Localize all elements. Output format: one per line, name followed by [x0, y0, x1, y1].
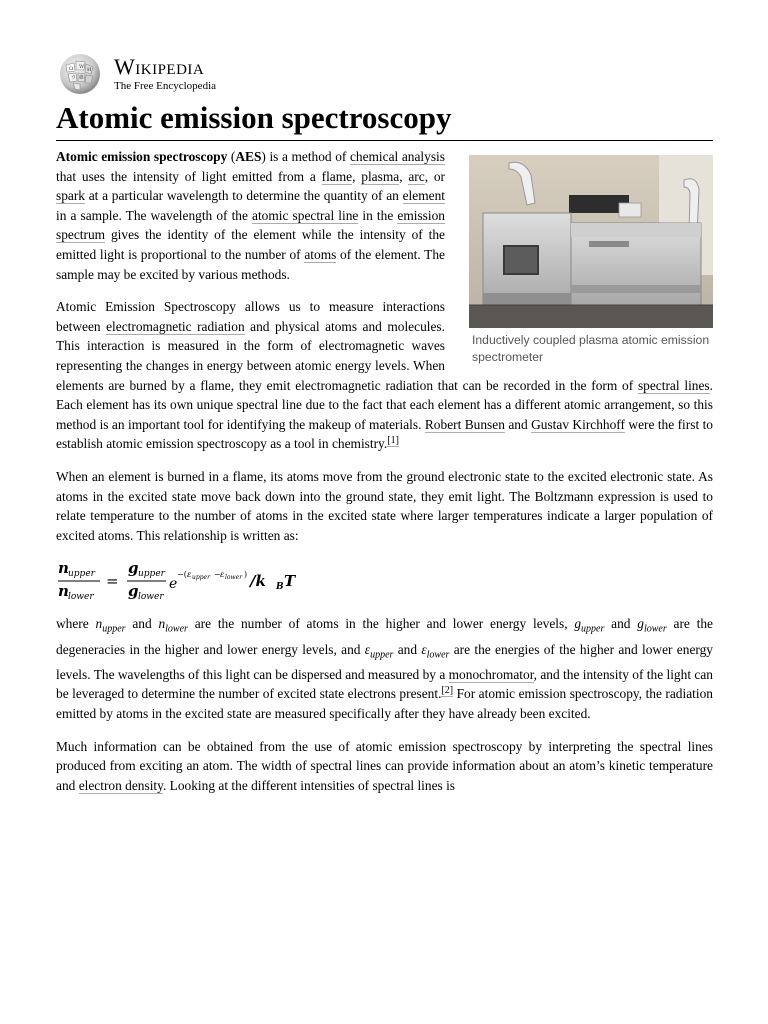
article-body: [56, 147, 713, 795]
svg-text:): ): [244, 570, 248, 580]
spectrometer-photo[interactable]: [469, 155, 713, 328]
text: and: [393, 641, 422, 657]
formula-g-lower-var: g: [128, 582, 139, 601]
formula-e: e: [169, 576, 178, 593]
text: are the degeneracies in the higher and lower energy levels, and: [56, 616, 714, 657]
text: Much information can be obtained from the use of atomic emission spectroscopy by interpreting the spectral lines produced from exciting an atom. The width of spectral lines can provide information about an atom’s kinetic temperature and: [56, 738, 713, 793]
citation-1[interactable]: [1]: [387, 434, 399, 446]
link-emission-spectrum[interactable]: emission spectrum: [56, 207, 445, 243]
page-title: Atomic emission spectroscopy: [56, 98, 713, 141]
text: and: [504, 416, 532, 432]
formula-upper-sub: upper: [68, 569, 95, 580]
paragraph-4: [56, 614, 713, 723]
formula-eps-lower: ε: [220, 570, 225, 580]
bold-abbr: AES: [235, 149, 262, 164]
formula-g-lower-sub: lower: [138, 592, 164, 603]
formula-g-upper-var: g: [128, 559, 139, 578]
bold-term: Atomic emission spectroscopy: [56, 149, 228, 164]
formula-n-lower-var: n: [58, 582, 69, 601]
formula-graphic: [56, 558, 316, 602]
formula-g-upper-sub: upper: [138, 569, 165, 580]
text: where: [56, 616, 96, 632]
paragraph-3: When an element is burned in a flame, its atoms move from the ground electronic state to the excited electronic state. As atoms in the excited state move back down into the ground state, they emit light. The Boltzmann expression is used to relate temperature to the number of atoms in the excited state where larger temperatures indicate a larger population of excited atoms. This relationship is written as:: [56, 468, 713, 543]
text: , or: [424, 168, 445, 184]
text: are the energies of the higher and lower energy levels. The wavelengths of this light can be dispersed and measured by a: [56, 641, 713, 682]
formula-eps-upper-sub: upper: [192, 574, 210, 582]
text: and: [125, 616, 159, 632]
sub-upper: upper: [581, 623, 605, 635]
sub-lower: lower: [643, 623, 667, 635]
svg-text:−: −: [214, 570, 221, 580]
article-page: [56, 50, 713, 808]
text: that uses the intensity of light emitted from a: [56, 168, 322, 184]
text: ,: [352, 168, 362, 184]
site-header: [56, 50, 713, 98]
formula-T: T: [284, 572, 296, 591]
var-n: n: [158, 616, 166, 632]
sub-upper: upper: [370, 649, 394, 661]
link-robert-bunsen[interactable]: Robert Bunsen: [424, 416, 505, 432]
text: . Each element has its own unique spectral line due to the fact that each element has a different atomic arrangement, so this method is an important tool for identifying the makeup of materials.: [56, 377, 713, 432]
text: are the number of atoms in the higher and lower energy levels,: [187, 616, 575, 632]
sub-lower: lower: [165, 623, 188, 635]
link-electron-density[interactable]: electron density: [78, 777, 163, 793]
formula-equals: =: [106, 572, 119, 591]
site-name[interactable]: Wikipedia: [114, 54, 205, 79]
text: were the first to establish atomic emission spectroscopy as a tool in chemistry.: [56, 416, 713, 452]
formula-eps-upper: ε: [187, 570, 192, 580]
citation-2[interactable]: [2]: [441, 684, 454, 696]
link-monochromator[interactable]: monochromator: [448, 666, 534, 682]
link-chemical-analysis[interactable]: chemical analysis: [349, 149, 445, 164]
site-tagline: The Free Encyclopedia: [114, 80, 217, 92]
svg-text:−(: −(: [177, 570, 187, 580]
svg-text:W: W: [79, 64, 85, 70]
text: and: [604, 616, 638, 632]
text: ) is a method of: [261, 149, 350, 164]
link-atoms[interactable]: atoms: [304, 246, 337, 262]
link-atomic-spectral-line[interactable]: atomic spectral line: [252, 207, 359, 223]
svg-text:Ω: Ω: [69, 66, 74, 72]
svg-text:ウ: ウ: [71, 75, 77, 81]
text: of the element. The sample may be excited by various methods.: [56, 246, 445, 282]
text: . Looking at the different intensities of spectral lines is: [162, 777, 456, 793]
var-g: g: [574, 616, 582, 632]
svg-text:И: И: [87, 67, 92, 73]
text: in the: [358, 207, 398, 223]
paragraph-5: [56, 737, 713, 796]
infobox-figure: [469, 155, 713, 366]
text: (: [227, 149, 236, 164]
var-n: n: [95, 616, 103, 632]
text: at a particular wavelength to determine the quantity of an: [85, 188, 403, 204]
svg-text:維: 維: [79, 75, 85, 81]
var-g: g: [637, 616, 644, 632]
link-plasma[interactable]: plasma: [361, 168, 400, 184]
text: , and the intensity of the light can be leveraged to determine the number of excited state electrons present.: [56, 666, 713, 702]
sub-upper: upper: [102, 623, 126, 635]
formula-n-upper-var: n: [58, 559, 69, 578]
boltzmann-formula: [56, 558, 713, 602]
formula-tail: /k: [250, 572, 266, 591]
figure-caption: Inductively coupled plasma atomic emission spectrometer: [472, 333, 710, 364]
text: ,: [399, 168, 409, 184]
link-element[interactable]: element: [402, 188, 445, 204]
var-epsilon: ε: [364, 641, 371, 657]
link-spark[interactable]: spark: [56, 188, 86, 204]
text: in a sample. The wavelength of the: [56, 207, 253, 223]
formula-kb-sub: B: [276, 582, 284, 593]
formula-eps-lower-sub: lower: [225, 574, 243, 582]
var-epsilon: ε: [421, 641, 427, 657]
link-arc[interactable]: arc: [408, 168, 425, 184]
wikipedia-globe-icon[interactable]: [56, 53, 104, 95]
text: Atomic Emission Spectroscopy allows us to measure interactions between: [56, 299, 445, 334]
text: and physical atoms and molecules. This interaction is measured in the form of electromagnetic waves representing the changes in energy between atomic energy levels. When elements are burned by a flame, they emit electromagnetic radiation that can be recorded in the form of: [56, 318, 638, 393]
text: For atomic emission spectroscopy, the radiation emitted by atoms in the excited state are measured specifically after they have already been excited.: [56, 686, 714, 721]
text: gives the identity of the element while the intensity of the emitted light is proportional to the number of: [56, 227, 445, 262]
formula-lower-sub: lower: [68, 592, 94, 603]
link-gustav-kirchhoff[interactable]: Gustav Kirchhoff: [531, 416, 625, 432]
link-spectral-lines[interactable]: spectral lines: [637, 377, 710, 393]
link-electromagnetic-radiation[interactable]: electromagnetic radiation: [106, 318, 245, 334]
link-flame[interactable]: flame: [321, 168, 353, 184]
sub-lower: lower: [426, 649, 450, 661]
site-branding[interactable]: [114, 56, 216, 92]
